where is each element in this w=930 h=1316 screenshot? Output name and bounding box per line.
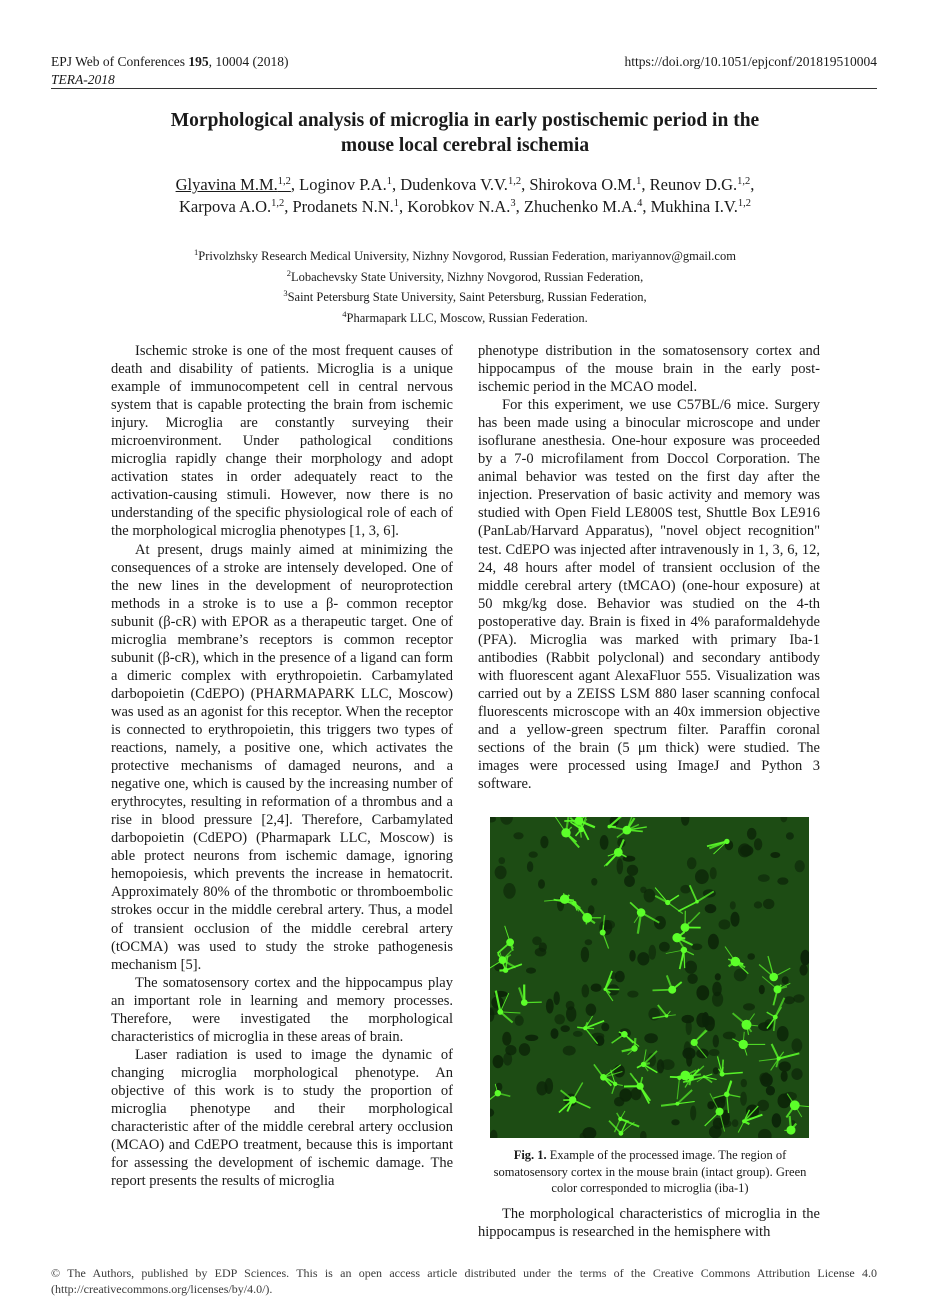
- author-name: Glyavina M.M.$^{1,2}$: [175, 175, 291, 194]
- author-name: Korobkov N.A.$^3$: [407, 197, 516, 216]
- affiliation-text: Pharmapark LLC, Moscow, Russian Federation.: [346, 311, 588, 326]
- author-affiliation-marker: 1,2: [277, 176, 291, 187]
- affiliation: [100, 306, 830, 327]
- paragraph: The somatosensory cortex and the hippocampus play an important role in learning and memory processes. Therefore, were investigated the morphological characteristics of microglia in these areas of brain.: [111, 974, 453, 1045]
- affiliation-number: 1: [194, 247, 199, 257]
- micrograph-image: [490, 817, 809, 1138]
- author-name: Reunov D.G.$^{1,2}$: [649, 175, 751, 194]
- affiliation-text: Saint Petersburg State University, Saint Petersburg, Russian Federation,: [287, 290, 647, 305]
- paragraph: At present, drugs mainly aimed at minimizing the consequences of a stroke are intensely developed. One of the new lines in the development of neuroprotection methods in a stroke is to use a β- common receptor subunit (β-cR) with EPOR as a therapeutic target. One of microglia membrane’s receptors is common receptor subunit (β-cR), which in the presence of a ligand can form a dimeric complex with erythropoietin. Carbamylated darbopoietin (CdEPO) (PHARMAPARK LLC, Moscow) was used as an agonist for this receptor. When the receptor is connected to erythropoietin, this triggers two types of reactions, namely, a positive one, which activates the protective mechanisms of damaged neurons, and a negative one, which is caused by the increasing number of erythrocytes, resulting in reformation of a thrombus and a rise in blood pressure [2,4]. Therefore, Carbamylated darbopoietin (CdEPO) (Pharmapark LLC, Moscow) is able protect neurons from ischemic damage, ignoring hemopoiesis, which prevents the increase in hematocrit. Approximately 80% of the thrombotic or thromboembolic strokes occur in the middle cerebral artery. Thus, a model of transient occlusion of the middle cerebral artery (tOCMA) was used to study the stroke pathogenesis mechanism [5].: [111, 541, 453, 973]
- left-column: [111, 342, 453, 1190]
- author-affiliation-marker: 1: [393, 198, 400, 209]
- author-affiliation-marker: 3: [510, 198, 516, 209]
- author-name: Loginov P.A.$^1$: [299, 175, 392, 194]
- author-affiliation-marker: 1: [636, 176, 642, 187]
- paragraph: Laser radiation is used to image the dynamic of changing microglia morphological phenotype. An objective of this work is to study the proportion of microglia phenotype and their morphological characteristic after of the middle cerebral artery occlusion (MCAO) and CdEPO treatment, because this is important for assessing the development of ischemic damage. The report presents the results of microglia: [111, 1046, 453, 1190]
- author-name: Dudenkova V.V.$^{1,2}$: [400, 175, 522, 194]
- figure-caption: Fig. 1. Example of the processed image. The region of somatosensory cortex in the mouse brain (intact group). Green color corresponded to microglia (iba-1): [493, 1148, 807, 1195]
- author-name: Zhuchenko M.A.$^4$: [523, 197, 643, 216]
- author-affiliation-marker: 1,2: [271, 198, 285, 209]
- affiliation-text: Privolzhsky Research Medical University, Nizhny Novgorod, Russian Federation, mariyannov@gmail.com: [198, 249, 736, 264]
- doi-link[interactable]: https://doi.org/10.1051/epjconf/201819510004: [624, 54, 877, 69]
- paragraph: For this experiment, we use C57BL/6 mice. Surgery has been made using a binocular microscope and under isoflurane anesthesia. One-hour exposure was proceeded by a 7-0 microfilament from Doccol Corporation. The animal behavior was tested on the first day after the injection. Preservation of basic activity and memory was studied with Open Field LE800S test, Shuttle Box LE916 (PanLab/Harvard Apparatus), "novel object recognition" test. CdEPO was injected after intravenously in 1, 3, 6, 12, 24, 48 hours after model of transient occlusion of the middle cerebral artery (tMCAO) (one-hour exposure) at 50 mkg/kg dose. Behavior was studied on the 4-th postoperative day. Brain is fixed in 4% paraformaldehyde (PFA). Microglia was marked with primary Iba-1 antibodies (Rabbit polyclonal) and secondary antibody with fluorescent agant AlexaFluor 555. Visualization was carried out by a ZEISS LSM 880 laser scanning confocal fluorescents microscope with an 40x immersion objective and a yellow-green spectrum filter. Paraffin coronal sections of the brain (5 μm thick) were studied. The images were processed using ImageJ and Python 3 software.: [478, 397, 820, 793]
- microglia-micrograph: [490, 817, 809, 1138]
- paragraph: The morphological characteristics of microglia in the hippocampus is researched in the hemisphere with: [478, 1206, 820, 1241]
- author-affiliation-marker: 1,2: [507, 176, 522, 187]
- affiliation-number: 2: [286, 267, 291, 278]
- author-affiliation-marker: 1,2: [737, 198, 751, 209]
- author-affiliation-marker: 4: [637, 198, 643, 209]
- right-column-continued: [478, 1205, 820, 1241]
- license-footer: © The Authors, published by EDP Sciences. This is an open access article distributed under the terms of the Creative Commons Attribution License 4.0 (http://creativecommons.org/licenses/by/4.0/).: [51, 1266, 877, 1296]
- conference-series: TERA-2018: [51, 72, 115, 87]
- author-list: Glyavina M.M.$^{1,2}$, Loginov P.A.$^1$, Dudenkova V.V.$^{1,2}$, Shirokova O.M.$^1$, Reunov D.G.$^{1,2}$, Karpova A.O.$^{1,2}$, Prodanets N.N.$^1$, Korobkov N.A.$^3$, Zhuchenko M.A.$^4$, Mukhina I.V.$^{1,2}$: [175, 175, 755, 216]
- paragraph: Ischemic stroke is one of the most frequent causes of death and disability of patients. Microglia is a unique example of immunocompetent cell in central nervous system that is capable protecting the brain from ischemic injury. Microglia are constantly surveying their microenvironment. Under pathological conditions microglia rapidly change their morphology and adopt activation states in order adequately react to the activation-causing stimuli. However, now there is no understanding of the specific physiological role of each of the morphological microglia phenotypes [1, 3, 6].: [111, 343, 453, 540]
- paragraph: phenotype distribution in the somatosensory cortex and hippocampus of the mouse brain in the early post-ischemic period in the MCAO model.: [478, 343, 820, 396]
- paper-title: Morphological analysis of microglia in early postischemic period in the mouse local cerebral ischemia: [170, 110, 760, 156]
- affiliation: [100, 244, 830, 265]
- affiliation: [100, 285, 830, 306]
- conference-citation: EPJ Web of Conferences 195, 10004 (2018): [51, 54, 289, 69]
- right-column: [478, 342, 820, 793]
- header-divider: [51, 88, 877, 89]
- author-affiliation-marker: 1,2: [737, 176, 751, 187]
- affiliation-list: [100, 244, 830, 327]
- author-name: Prodanets N.N.$^1$: [292, 197, 400, 216]
- affiliation-text: Lobachevsky State University, Nizhny Novgorod, Russian Federation,: [290, 269, 644, 284]
- affiliation: [100, 265, 830, 286]
- author-name: Shirokova O.M.$^1$: [529, 175, 642, 194]
- author-affiliation-marker: 1: [386, 176, 392, 187]
- author-name: Mukhina I.V.$^{1,2}$: [650, 197, 751, 216]
- affiliation-number: 3: [283, 288, 288, 299]
- author-name: Karpova A.O.$^{1,2}$: [179, 197, 285, 216]
- affiliation-number: 4: [342, 308, 347, 319]
- running-header-left: [51, 53, 289, 89]
